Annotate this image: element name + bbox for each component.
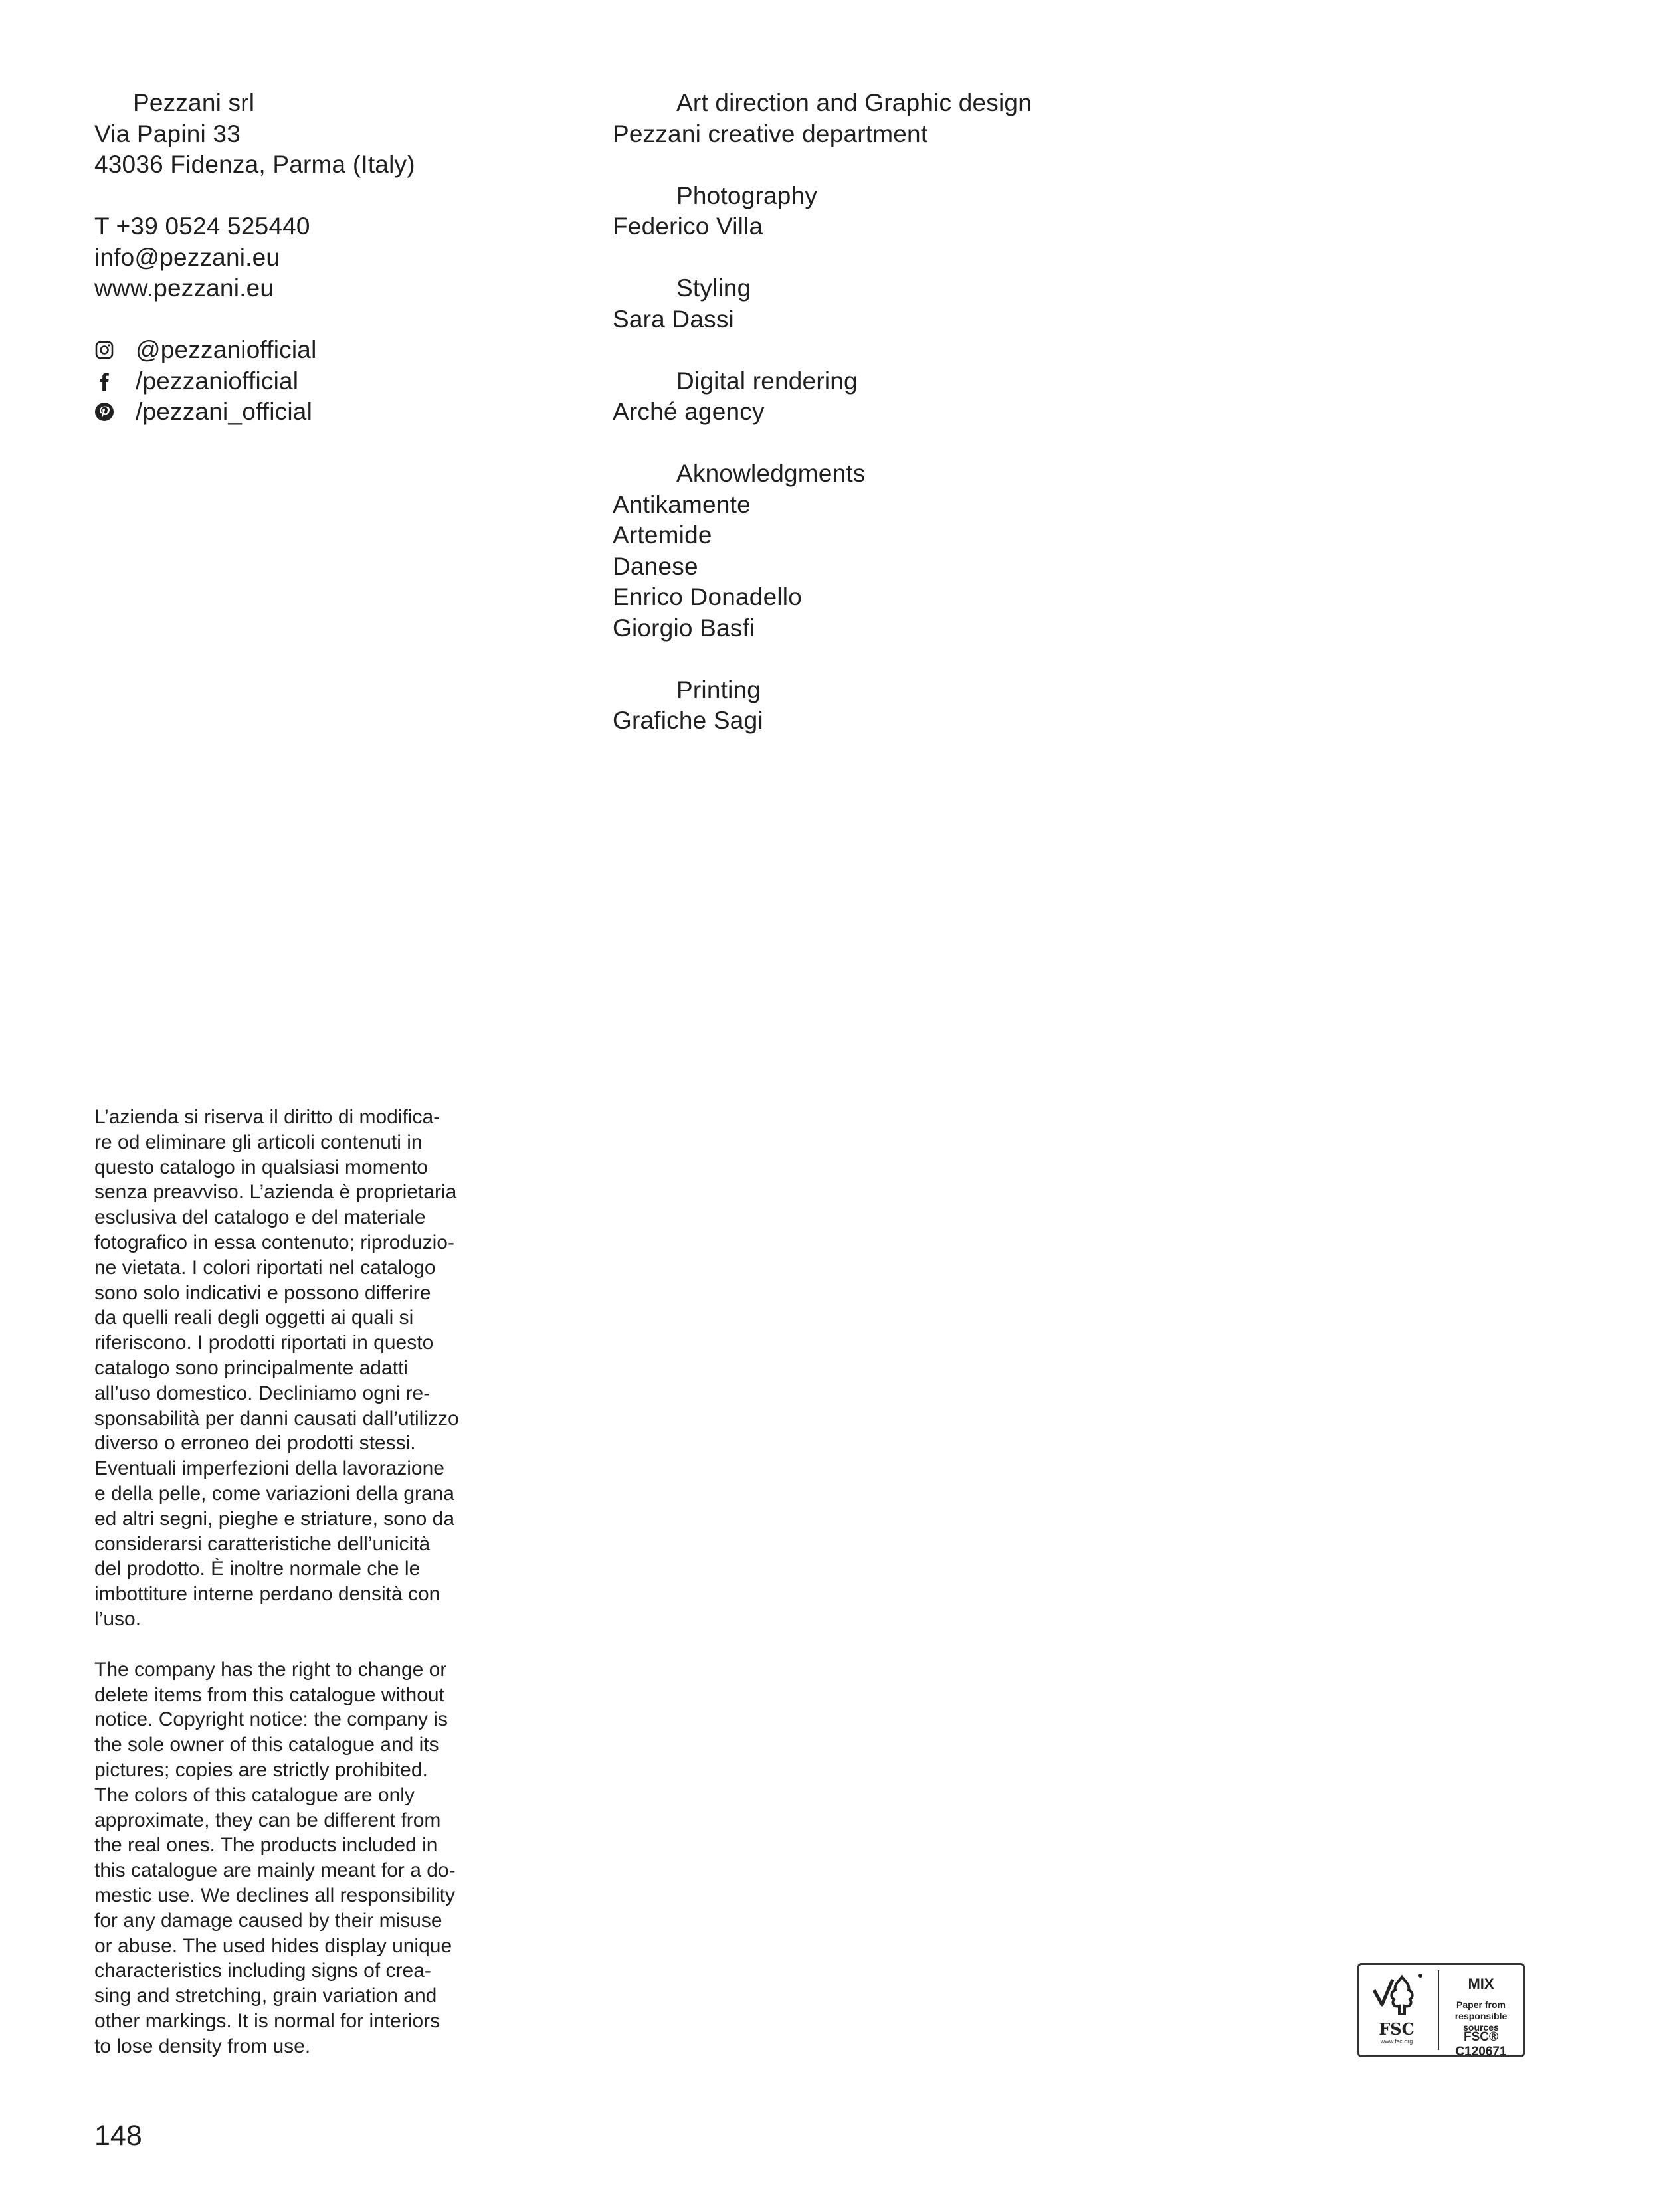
company-phone: T +39 0524 525440 — [94, 213, 310, 240]
credit-title: Digital rendering — [676, 367, 858, 395]
fsc-url: www.fsc.org — [1380, 2038, 1413, 2045]
credit-title: Photography — [676, 181, 818, 209]
company-info — [94, 88, 559, 428]
fsc-code: FSC® C120671 — [1455, 2030, 1507, 2059]
credits — [613, 88, 1277, 737]
fsc-label — [1357, 1963, 1525, 2057]
company-city: 43036 Fidenza, Parma (Italy) — [94, 151, 415, 178]
social-handle: @pezzaniofficial — [136, 336, 317, 363]
credit-title: Aknowledgments — [676, 460, 866, 487]
credit-name: Sara Dassi — [613, 305, 734, 333]
social-pinterest[interactable] — [94, 397, 559, 428]
social-instagram[interactable] — [94, 335, 559, 366]
credit-title: Art direction and Graphic design — [676, 89, 1032, 116]
social-handle: /pezzaniofficial — [136, 367, 299, 395]
credit-name: Artemide — [613, 521, 712, 549]
fsc-logo-text: FSC — [1379, 2019, 1415, 2039]
social-handle: /pezzani_official — [136, 398, 312, 425]
credit-name: Giorgio Basfi — [613, 614, 755, 642]
fsc-mix: MIX — [1468, 1976, 1494, 1992]
credit-name: Pezzani creative department — [613, 120, 928, 147]
company-name: Pezzani srl — [133, 89, 255, 116]
legal-english: The company has the right to change or delete items from this catalogue without notice. Copyright notice: the company is the sole owner of this catalogue and its pictures; copies are strictly prohibited. The colors of this catalogue are only approximate, they can be different from the real ones. The products included in this catalogue are mainly meant for a do- mestic use. We declines all responsibility for any damage caused by their misuse or abuse. The used hides display unique characteristics including signs of crea- sing and stretching, grain variation and other markings. It is normal for interiors to lose density from use. — [94, 1658, 456, 2057]
credit-title: Styling — [676, 274, 751, 302]
credit-title: Printing — [676, 676, 761, 703]
fsc-description: Paper from responsible sources — [1454, 1999, 1508, 2033]
credit-name: Danese — [613, 552, 698, 580]
credit-name: Arché agency — [613, 398, 765, 425]
facebook-icon — [94, 371, 114, 391]
instagram-icon — [94, 340, 114, 360]
legal-disclaimer — [94, 1105, 520, 2059]
social-facebook[interactable] — [94, 366, 559, 397]
credit-name: Antikamente — [613, 490, 751, 518]
legal-italian: L’azienda si riserva il diritto di modifica- re od eliminare gli articoli contenuti in questo catalogo in qualsiasi momento senza preavviso. L’azienda è proprietaria esclusiva del catalogo e del materiale fotografico in essa contenuto; riproduzio- ne vietata. I colori riportati nel catalogo sono solo indicativi e possono differire da quelli reali degli oggetti ai quali si riferiscono. I prodotti riportati in questo catalogo sono principalmente adatti all’uso domestico. Decliniamo ogni re- sponsabilità per danni causati dall’utilizzo diverso o erroneo dei prodotti stessi. Eventuali imperfezioni della lavorazione e della pelle, come variazioni della grana ed altri segni, pieghe e striature, sono da considerarsi caratteristiche dell’unicità del prodotto. È inoltre normale che le imbottiture interne perdano densità con l’uso. — [94, 1106, 459, 1630]
page-number: 148 — [94, 2120, 142, 2152]
credit-name: Enrico Donadello — [613, 583, 802, 610]
company-street: Via Papini 33 — [94, 120, 241, 147]
credit-name: Federico Villa — [613, 213, 763, 240]
pinterest-icon — [94, 402, 114, 422]
fsc-tree-icon — [1365, 1970, 1431, 2023]
company-website[interactable]: www.pezzani.eu — [94, 274, 274, 302]
credit-name: Grafiche Sagi — [613, 707, 763, 734]
company-email[interactable]: info@pezzani.eu — [94, 243, 280, 271]
